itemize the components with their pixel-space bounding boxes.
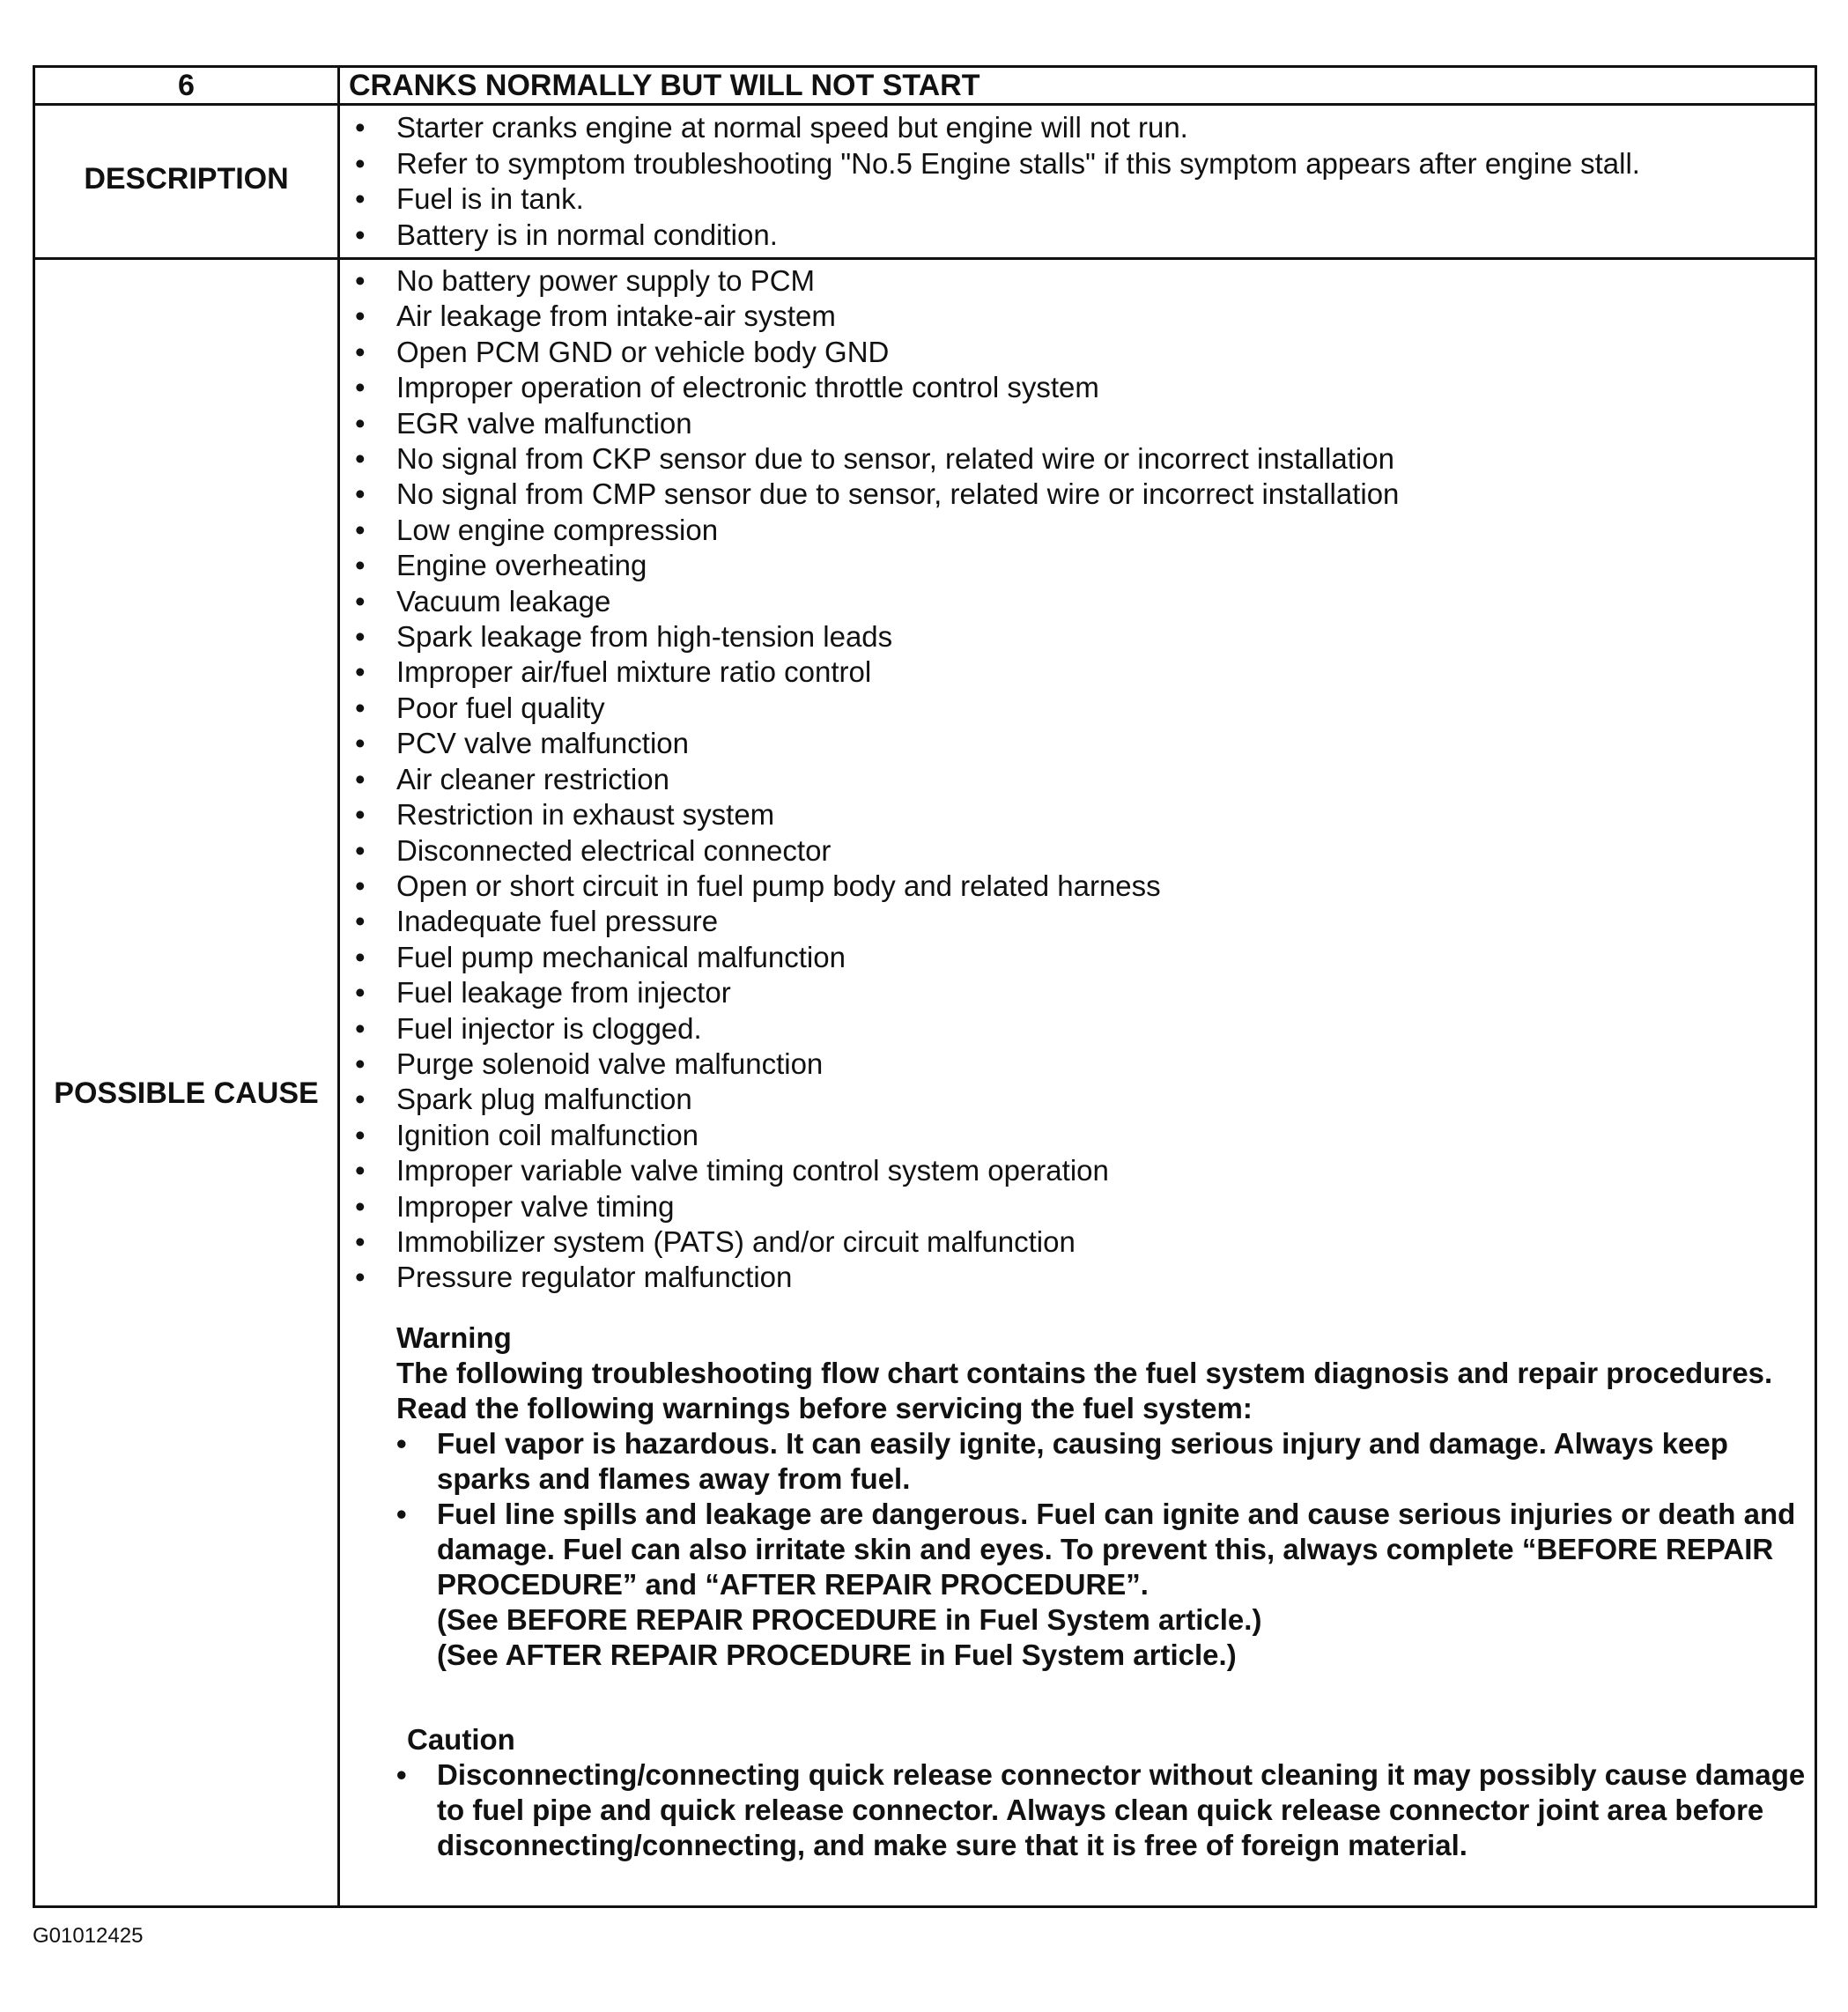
caution-title: Caution [407, 1723, 515, 1756]
list-item: • Purge solenoid valve malfunction [355, 1047, 1399, 1082]
symptom-number: 6 [178, 69, 195, 102]
description-list [355, 110, 1640, 253]
warning-list [396, 1426, 1815, 1673]
symptom-title: CRANKS NORMALLY BUT WILL NOT START [349, 69, 980, 102]
list-item: • Improper variable valve timing control system operation [355, 1153, 1399, 1188]
list-item: • Restriction in exhaust system [355, 797, 1399, 832]
list-item: • Engine overheating [355, 548, 1399, 583]
list-item: • Spark leakage from high-tension leads [355, 619, 1399, 655]
possible-cause-label: POSSIBLE CAUSE [54, 1076, 319, 1110]
list-item: • Pressure regulator malfunction [355, 1260, 1399, 1295]
list-item: • Fuel vapor is hazardous. It can easily ignite, causing serious injury and damage. Always keep sparks and flames away from fuel. [396, 1426, 1815, 1497]
caution-block [396, 1722, 1815, 1863]
list-item: • No signal from CKP sensor due to sensor, related wire or incorrect installation [355, 441, 1399, 477]
list-item: • Air leakage from intake-air system [355, 299, 1399, 334]
list-item: • Vacuum leakage [355, 584, 1399, 619]
list-item: • No battery power supply to PCM [355, 263, 1399, 299]
list-item: • Disconnecting/connecting quick release connector without cleaning it may possibly cause damage to fuel pipe and quick release connector. Always clean quick release connector joint area before disconnecting/connecting, and make sure that it is free of foreign material. [396, 1757, 1815, 1863]
warning-item-text: • Fuel line spills and leakage are dangerous. Fuel can ignite and cause serious injuries or death and damage. Fuel can also irritate skin and eyes. To prevent this, always complete “BEFORE REPAIR PROCEDURE” and “AFTER REPAIR PROCEDURE”. [437, 1498, 1796, 1601]
list-item [396, 1497, 1815, 1673]
warning-intro: The following troubleshooting flow chart contains the fuel system diagnosis and repair procedures. Read the following warnings before servicing the fuel system: [396, 1357, 1773, 1424]
caution-list [396, 1757, 1815, 1863]
see-before-repair-note: (See BEFORE REPAIR PROCEDURE in Fuel System article.) [437, 1603, 1262, 1636]
list-item: • PCV valve malfunction [355, 726, 1399, 761]
description-divider [35, 257, 1815, 260]
description-label: DESCRIPTION [84, 162, 289, 196]
list-item: • Battery is in normal condition. [355, 218, 1640, 254]
list-item: • Air cleaner restriction [355, 762, 1399, 797]
list-item: • Immobilizer system (PATS) and/or circuit malfunction [355, 1224, 1399, 1260]
list-item: • Starter cranks engine at normal speed but engine will not run. [355, 110, 1640, 146]
figure-id: G01012425 [33, 1924, 144, 1948]
list-item: • Fuel leakage from injector [355, 975, 1399, 1010]
list-item: • Improper valve timing [355, 1189, 1399, 1224]
list-item: • EGR valve malfunction [355, 406, 1399, 441]
list-item: • Improper air/fuel mixture ratio control [355, 655, 1399, 690]
column-divider [337, 68, 340, 1905]
list-item: • Fuel pump mechanical malfunction [355, 940, 1399, 975]
possible-cause-list [355, 263, 1399, 1296]
header-divider [35, 103, 1815, 106]
see-after-repair-note: (See AFTER REPAIR PROCEDURE in Fuel System article.) [437, 1638, 1237, 1671]
warning-title: Warning [396, 1321, 512, 1354]
list-item: • Improper operation of electronic throttle control system [355, 370, 1399, 405]
troubleshooting-table [33, 65, 1817, 1908]
list-item: • Low engine compression [355, 513, 1399, 548]
warning-block [396, 1320, 1815, 1673]
list-item: • Refer to symptom troubleshooting "No.5 Engine stalls" if this symptom appears after engine stall. [355, 146, 1640, 182]
list-item: • No signal from CMP sensor due to sensor, related wire or incorrect installation [355, 477, 1399, 512]
list-item: • Disconnected electrical connector [355, 833, 1399, 869]
list-item: • Open or short circuit in fuel pump body and related harness [355, 869, 1399, 904]
list-item: • Fuel injector is clogged. [355, 1011, 1399, 1047]
list-item: • Ignition coil malfunction [355, 1118, 1399, 1153]
list-item: • Open PCM GND or vehicle body GND [355, 335, 1399, 370]
list-item: • Poor fuel quality [355, 691, 1399, 726]
list-item: • Fuel is in tank. [355, 181, 1640, 218]
list-item: • Inadequate fuel pressure [355, 904, 1399, 939]
list-item: • Spark plug malfunction [355, 1082, 1399, 1117]
